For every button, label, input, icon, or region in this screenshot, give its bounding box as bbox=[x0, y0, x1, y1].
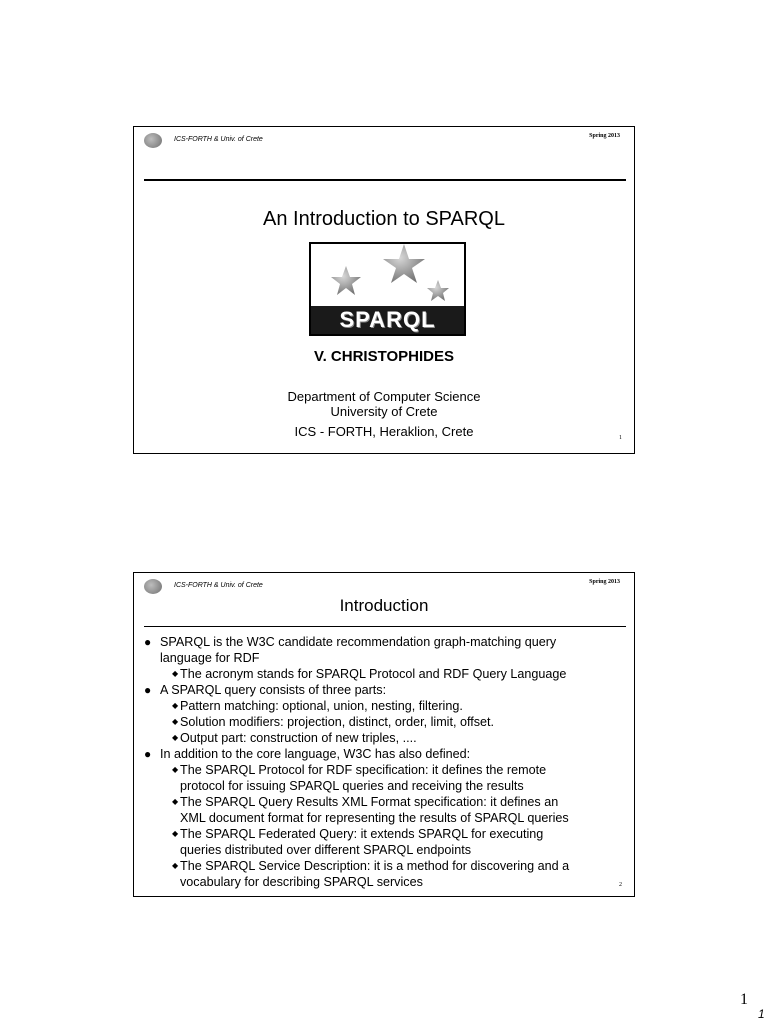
slide-2 bbox=[133, 572, 635, 897]
institution-label: ICS-FORTH & Univ. of Crete bbox=[174, 582, 263, 589]
bullet-list bbox=[144, 634, 626, 890]
institution-label: ICS-FORTH & Univ. of Crete bbox=[174, 136, 263, 143]
bullet-item: ● A SPARQL query consists of three parts: bbox=[144, 682, 626, 698]
sub-bullet-item: ◆ The acronym stands for SPARQL Protocol and RDF Query Language bbox=[144, 666, 626, 682]
header-divider bbox=[144, 626, 626, 627]
page-number: 1 bbox=[740, 991, 748, 1008]
sub-bullet-continuation: protocol for issuing SPARQL queries and receiving the results bbox=[180, 779, 524, 793]
slide-number: 1 bbox=[619, 435, 622, 441]
sub-bullet-item: ◆ The SPARQL Service Description: it is a method for discovering and a bbox=[144, 858, 626, 874]
term-label: Spring 2013 bbox=[589, 579, 620, 585]
sub-bullet-continuation: queries distributed over different SPARQL endpoints bbox=[180, 843, 471, 857]
sub-bullet-item: ◆ The SPARQL Query Results XML Format specification: it defines an bbox=[144, 794, 626, 810]
sub-bullet-item: ◆ Pattern matching: optional, union, nesting, filtering. bbox=[144, 698, 626, 714]
affiliation-university: University of Crete bbox=[330, 404, 438, 419]
institution-logo bbox=[144, 133, 162, 148]
sub-bullet-item: ◆ Output part: construction of new triples, .... bbox=[144, 730, 626, 746]
sub-bullet-continuation: vocabulary for describing SPARQL services bbox=[180, 875, 423, 889]
affiliation-institute: ICS - FORTH, Heraklion, Crete bbox=[294, 424, 474, 439]
sparql-wordmark: SPARQL bbox=[311, 306, 464, 334]
bullet-item bbox=[144, 634, 626, 650]
sub-bullet-item: ◆ The SPARQL Federated Query: it extends SPARQL for executing bbox=[144, 826, 626, 842]
sparql-logo bbox=[309, 242, 466, 336]
affiliation-department: Department of Computer Science bbox=[287, 389, 481, 404]
bullet-item: ● In addition to the core language, W3C has also defined: bbox=[144, 746, 626, 762]
slide-title: Introduction bbox=[339, 596, 429, 615]
slide-number: 2 bbox=[619, 882, 622, 888]
slide-title: An Introduction to SPARQL bbox=[263, 208, 505, 230]
author-name: V. CHRISTOPHIDES bbox=[313, 348, 455, 365]
header-divider bbox=[144, 179, 626, 181]
bullet-continuation: language for RDF bbox=[160, 651, 260, 665]
sub-bullet-item: ◆ The SPARQL Protocol for RDF specification: it defines the remote bbox=[144, 762, 626, 778]
stars-icon bbox=[311, 244, 464, 310]
page-number-italic: 1 bbox=[758, 1007, 765, 1021]
institution-logo bbox=[144, 579, 162, 594]
slide-1 bbox=[133, 126, 635, 454]
sub-bullet-item: ◆ Solution modifiers: projection, distinct, order, limit, offset. bbox=[144, 714, 626, 730]
term-label: Spring 2013 bbox=[589, 133, 620, 139]
sub-bullet-continuation: XML document format for representing the results of SPARQL queries bbox=[180, 811, 569, 825]
bullet-text: ● SPARQL is the W3C candidate recommendation graph-matching query bbox=[160, 635, 557, 649]
